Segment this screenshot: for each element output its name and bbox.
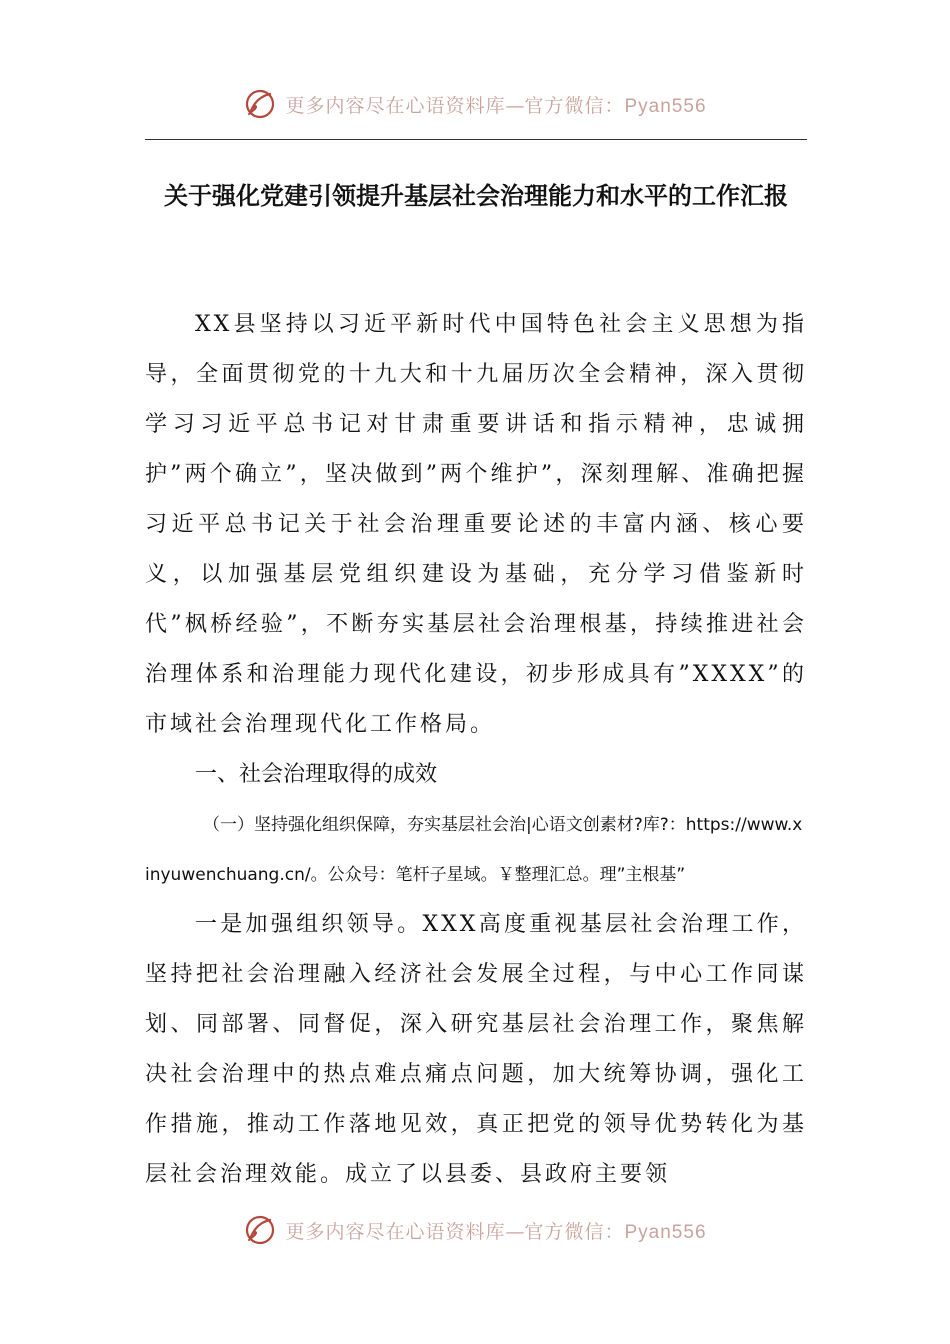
watermark-main: 更多内容尽在心语资料库 — [285, 1220, 506, 1243]
section-heading-1: 一、社会治理取得的成效 — [195, 762, 438, 787]
document-title: 关于强化党建引领提升基层社会治理能力和水平的工作汇报 — [164, 182, 788, 210]
header-rule — [145, 139, 807, 140]
watermark-banner-top — [0, 84, 950, 124]
intro-paragraph: XX县坚持以习近平新时代中国特色社会主义思想为指导，全面贯彻党的十九大和十九届历次全会精神，深入贯彻学习习近平总书记对甘肃重要讲话和指示精神，忠诚拥护”两个确立”，坚决做到”两个维护”，深刻理解、准确把握习近平总书记关于社会治理重要论述的丰富内涵、核心要义，以加强基层党组织建设为基础，充分学习借鉴新时代”枫桥经验”，不断夯实基层社会治理根基，持续推进社会治理体系和治理能力现代化建设，初步形成具有”XXXX”的市域社会治理现代化工作格局。 — [145, 312, 807, 737]
watermark-dash: — — [505, 1220, 525, 1243]
subsection-heading-1: （一）坚持强化组织保障，夯实基层社会治|心语文创素材?库?：https://www.xinyuwenchuang.cn/。公众号：笔杆子星域。￥整理汇总。理”主根基” — [145, 815, 803, 885]
document-body — [145, 300, 807, 1200]
body-paragraph-1: 一是加强组织领导。XXX高度重视基层社会治理工作，坚持把社会治理融入经济社会发展全过程，与中心工作同谋划、同部署、同督促，深入研究基层社会治理工作，聚焦解决社会治理中的热点难点痛点问题，加大统筹协调，强化工作措施，推动工作落地见效，真正把党的领导优势转化为基层社会治理效能。成立了以县委、县政府主要领 — [145, 912, 807, 1187]
pen-logo-icon — [243, 1213, 277, 1247]
watermark-official: 官方微信： — [524, 94, 625, 117]
watermark-main: 更多内容尽在心语资料库 — [285, 94, 506, 117]
watermark-text — [285, 1217, 706, 1244]
watermark-dash: — — [505, 94, 525, 117]
watermark-wechat-id: Pyan556 — [624, 95, 707, 117]
watermark-banner-bottom — [0, 1210, 950, 1250]
watermark-official: 官方微信： — [524, 1220, 625, 1243]
pen-logo-icon — [243, 87, 277, 121]
watermark-text — [285, 91, 706, 118]
watermark-wechat-id: Pyan556 — [624, 1221, 707, 1243]
